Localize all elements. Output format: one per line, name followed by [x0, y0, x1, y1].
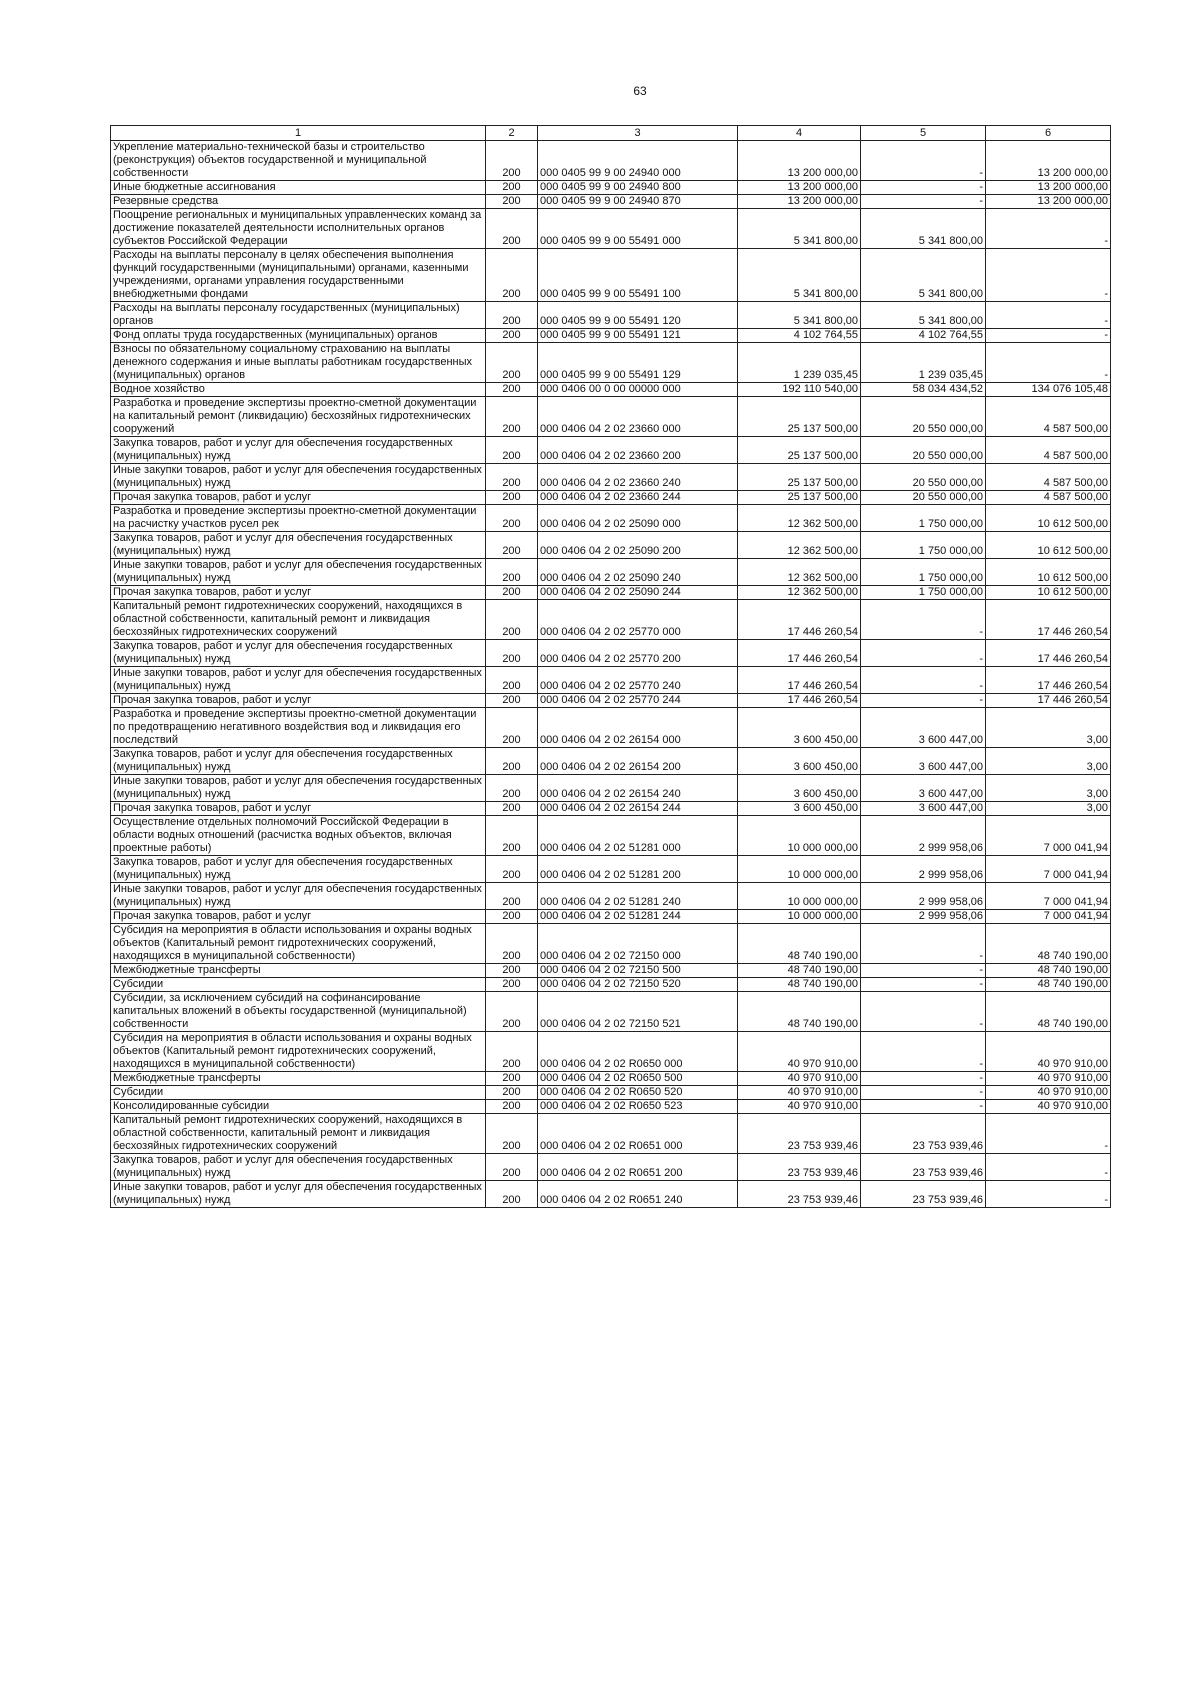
row-amount-cell: 17 446 260,54 [986, 640, 1111, 667]
row-name-cell: Субсидия на мероприятия в области использования и охраны водных объектов (Капитальный ремонт гидротехнических сооружений, находящихся в муниципальной собственности) [111, 1032, 486, 1072]
row-amount-cell: 40 970 910,00 [738, 1086, 861, 1100]
table-row [111, 1154, 1111, 1181]
table-row [111, 181, 1111, 195]
row-amount-cell: 48 740 190,00 [986, 978, 1111, 992]
row-name-cell: Закупка товаров, работ и услуг для обеспечения государственных (муниципальных) нужд [111, 856, 486, 883]
row-code-cell: 000 0406 04 2 02 72150 520 [538, 978, 738, 992]
row-status-cell: 200 [486, 586, 538, 600]
row-amount-cell: 23 753 939,46 [738, 1154, 861, 1181]
row-status-cell: 200 [486, 802, 538, 816]
row-amount-cell: 17 446 260,54 [986, 667, 1111, 694]
table-row [111, 141, 1111, 181]
table-row [111, 1100, 1111, 1114]
row-status-cell: 200 [486, 748, 538, 775]
row-amount-cell: - [861, 964, 986, 978]
row-amount-cell: 12 362 500,00 [738, 532, 861, 559]
row-amount-cell: 48 740 190,00 [986, 924, 1111, 964]
row-amount-cell: 3 600 447,00 [861, 708, 986, 748]
table-row [111, 343, 1111, 383]
row-name-cell: Укрепление материально-технической базы и строительство (реконструкция) объектов государственной и муниципальной собственности [111, 141, 486, 181]
row-name-cell: Прочая закупка товаров, работ и услуг [111, 910, 486, 924]
row-amount-cell: 20 550 000,00 [861, 464, 986, 491]
table-row [111, 1086, 1111, 1100]
row-amount-cell: - [861, 600, 986, 640]
table-row [111, 775, 1111, 802]
row-amount-cell: 12 362 500,00 [738, 559, 861, 586]
row-name-cell: Межбюджетные трансферты [111, 964, 486, 978]
budget-table [110, 125, 1111, 1208]
table-row [111, 992, 1111, 1032]
row-name-cell: Иные закупки товаров, работ и услуг для обеспечения государственных (муниципальных) нужд [111, 464, 486, 491]
row-status-cell: 200 [486, 302, 538, 329]
row-amount-cell: 10 000 000,00 [738, 856, 861, 883]
table-row [111, 708, 1111, 748]
row-amount-cell: - [861, 1072, 986, 1086]
row-code-cell: 000 0405 99 9 00 55491 120 [538, 302, 738, 329]
row-amount-cell: 23 753 939,46 [861, 1154, 986, 1181]
row-code-cell: 000 0406 04 2 02 51281 200 [538, 856, 738, 883]
table-row [111, 694, 1111, 708]
row-amount-cell: 48 740 190,00 [738, 964, 861, 978]
row-code-cell: 000 0406 04 2 02 23660 200 [538, 437, 738, 464]
row-status-cell: 200 [486, 1100, 538, 1114]
row-amount-cell: 10 000 000,00 [738, 910, 861, 924]
row-amount-cell: 12 362 500,00 [738, 586, 861, 600]
row-code-cell: 000 0405 99 9 00 55491 100 [538, 249, 738, 302]
row-amount-cell: - [861, 1032, 986, 1072]
row-status-cell: 200 [486, 141, 538, 181]
row-amount-cell: - [861, 1086, 986, 1100]
row-status-cell: 200 [486, 816, 538, 856]
row-name-cell: Консолидированные субсидии [111, 1100, 486, 1114]
row-name-cell: Взносы по обязательному социальному страхованию на выплаты денежного содержания и иные выплаты работникам государственных (муниципальных) органов [111, 343, 486, 383]
row-amount-cell: 1 750 000,00 [861, 532, 986, 559]
row-code-cell: 000 0406 04 2 02 72150 521 [538, 992, 738, 1032]
row-status-cell: 200 [486, 667, 538, 694]
row-amount-cell: 1 750 000,00 [861, 505, 986, 532]
row-amount-cell: 20 550 000,00 [861, 397, 986, 437]
row-amount-cell: 3 600 447,00 [861, 748, 986, 775]
row-amount-cell: 10 612 500,00 [986, 505, 1111, 532]
row-name-cell: Расходы на выплаты персоналу в целях обеспечения выполнения функций государственными (муниципальными) органами, казенными учреждениями, органами управления государственными внебюджетными фондами [111, 249, 486, 302]
row-amount-cell: 48 740 190,00 [986, 992, 1111, 1032]
table-row [111, 600, 1111, 640]
row-amount-cell: - [986, 1181, 1111, 1208]
row-amount-cell: 17 446 260,54 [986, 694, 1111, 708]
row-name-cell: Осуществление отдельных полномочий Российской Федерации в области водных отношений (расчистка водных объектов, включая проектные работы) [111, 816, 486, 856]
table-row [111, 978, 1111, 992]
row-code-cell: 000 0406 04 2 02 23660 240 [538, 464, 738, 491]
row-name-cell: Межбюджетные трансферты [111, 1072, 486, 1086]
table-row [111, 1114, 1111, 1154]
header-cell-3: 3 [538, 126, 738, 141]
row-code-cell: 000 0406 04 2 02 25770 244 [538, 694, 738, 708]
row-amount-cell: 23 753 939,46 [738, 1181, 861, 1208]
row-code-cell: 000 0406 04 2 02 25090 200 [538, 532, 738, 559]
row-amount-cell: 4 102 764,55 [861, 329, 986, 343]
row-amount-cell: 3 600 447,00 [861, 802, 986, 816]
row-amount-cell: 3 600 450,00 [738, 708, 861, 748]
row-name-cell: Прочая закупка товаров, работ и услуг [111, 491, 486, 505]
row-amount-cell: - [986, 249, 1111, 302]
row-amount-cell: 13 200 000,00 [986, 141, 1111, 181]
row-amount-cell: 58 034 434,52 [861, 383, 986, 397]
row-status-cell: 200 [486, 978, 538, 992]
row-amount-cell: - [986, 343, 1111, 383]
row-status-cell: 200 [486, 924, 538, 964]
table-row [111, 532, 1111, 559]
row-amount-cell: 1 750 000,00 [861, 586, 986, 600]
row-status-cell: 200 [486, 397, 538, 437]
row-amount-cell: 3 600 447,00 [861, 775, 986, 802]
row-code-cell: 000 0406 04 2 02 R0650 520 [538, 1086, 738, 1100]
row-name-cell: Субсидии [111, 978, 486, 992]
row-code-cell: 000 0406 04 2 02 25090 240 [538, 559, 738, 586]
row-amount-cell: 3,00 [986, 802, 1111, 816]
row-code-cell: 000 0406 04 2 02 51281 244 [538, 910, 738, 924]
row-amount-cell: 13 200 000,00 [738, 141, 861, 181]
row-code-cell: 000 0406 04 2 02 72150 500 [538, 964, 738, 978]
row-amount-cell: 17 446 260,54 [738, 694, 861, 708]
table-row [111, 1072, 1111, 1086]
row-code-cell: 000 0406 04 2 02 26154 240 [538, 775, 738, 802]
row-status-cell: 200 [486, 775, 538, 802]
row-name-cell: Иные закупки товаров, работ и услуг для обеспечения государственных (муниципальных) нужд [111, 775, 486, 802]
row-amount-cell: 20 550 000,00 [861, 491, 986, 505]
row-status-cell: 200 [486, 491, 538, 505]
row-status-cell: 200 [486, 1032, 538, 1072]
row-code-cell: 000 0406 04 2 02 25090 000 [538, 505, 738, 532]
row-amount-cell: 17 446 260,54 [738, 600, 861, 640]
row-code-cell: 000 0406 04 2 02 R0650 523 [538, 1100, 738, 1114]
table-row [111, 397, 1111, 437]
row-code-cell: 000 0406 04 2 02 25090 244 [538, 586, 738, 600]
row-code-cell: 000 0406 04 2 02 25770 200 [538, 640, 738, 667]
row-amount-cell: 1 239 035,45 [861, 343, 986, 383]
table-row [111, 383, 1111, 397]
row-name-cell: Капитальный ремонт гидротехнических сооружений, находящихся в областной собственности, капитальный ремонт и ликвидация бесхозяйных гидротехнических сооружений [111, 600, 486, 640]
table-row [111, 856, 1111, 883]
row-amount-cell: 5 341 800,00 [738, 302, 861, 329]
row-status-cell: 200 [486, 437, 538, 464]
table-row [111, 1181, 1111, 1208]
table-row [111, 505, 1111, 532]
row-name-cell: Иные закупки товаров, работ и услуг для обеспечения государственных (муниципальных) нужд [111, 883, 486, 910]
header-row [111, 126, 1111, 141]
row-name-cell: Закупка товаров, работ и услуг для обеспечения государственных (муниципальных) нужд [111, 437, 486, 464]
row-amount-cell: 17 446 260,54 [986, 600, 1111, 640]
row-status-cell: 200 [486, 249, 538, 302]
row-amount-cell: 48 740 190,00 [738, 924, 861, 964]
row-amount-cell: 48 740 190,00 [986, 964, 1111, 978]
row-code-cell: 000 0406 04 2 02 23660 000 [538, 397, 738, 437]
row-name-cell: Субсидия на мероприятия в области использования и охраны водных объектов (Капитальный ремонт гидротехнических сооружений, находящихся в муниципальной собственности) [111, 924, 486, 964]
row-code-cell: 000 0406 04 2 02 51281 000 [538, 816, 738, 856]
row-amount-cell: 40 970 910,00 [986, 1032, 1111, 1072]
row-amount-cell: - [861, 1100, 986, 1114]
row-code-cell: 000 0406 04 2 02 25770 000 [538, 600, 738, 640]
row-amount-cell: 3 600 450,00 [738, 748, 861, 775]
row-amount-cell: 17 446 260,54 [738, 667, 861, 694]
row-name-cell: Закупка товаров, работ и услуг для обеспечения государственных (муниципальных) нужд [111, 748, 486, 775]
row-amount-cell: 10 000 000,00 [738, 883, 861, 910]
row-amount-cell: 7 000 041,94 [986, 910, 1111, 924]
row-amount-cell: 3,00 [986, 775, 1111, 802]
row-status-cell: 200 [486, 640, 538, 667]
table-row [111, 667, 1111, 694]
row-amount-cell: 25 137 500,00 [738, 464, 861, 491]
row-amount-cell: - [986, 302, 1111, 329]
row-name-cell: Разработка и проведение экспертизы проектно-сметной документации по предотвращению негативного воздействия вод и ликвидация его последствий [111, 708, 486, 748]
row-status-cell: 200 [486, 181, 538, 195]
row-amount-cell: 3 600 450,00 [738, 775, 861, 802]
row-name-cell: Закупка товаров, работ и услуг для обеспечения государственных (муниципальных) нужд [111, 640, 486, 667]
row-name-cell: Иные закупки товаров, работ и услуг для обеспечения государственных (муниципальных) нужд [111, 667, 486, 694]
row-name-cell: Закупка товаров, работ и услуг для обеспечения государственных (муниципальных) нужд [111, 532, 486, 559]
row-amount-cell: 4 587 500,00 [986, 437, 1111, 464]
header-cell-4: 4 [738, 126, 861, 141]
row-amount-cell: 17 446 260,54 [738, 640, 861, 667]
row-amount-cell: - [861, 141, 986, 181]
row-name-cell: Субсидии, за исключением субсидий на софинансирование капитальных вложений в объекты государственной (муниципальной) собственности [111, 992, 486, 1032]
table-row [111, 1032, 1111, 1072]
row-amount-cell: 20 550 000,00 [861, 437, 986, 464]
row-amount-cell: 12 362 500,00 [738, 505, 861, 532]
row-code-cell: 000 0406 04 2 02 R0650 000 [538, 1032, 738, 1072]
row-amount-cell: - [986, 209, 1111, 249]
header-cell-6: 6 [986, 126, 1111, 141]
row-amount-cell: 4 587 500,00 [986, 397, 1111, 437]
table-row [111, 249, 1111, 302]
table-row [111, 209, 1111, 249]
row-code-cell: 000 0406 04 2 02 R0651 200 [538, 1154, 738, 1181]
page-number: 63 [633, 84, 647, 98]
row-name-cell: Разработка и проведение экспертизы проектно-сметной документации на расчистку участков русел рек [111, 505, 486, 532]
row-amount-cell: 23 753 939,46 [861, 1114, 986, 1154]
row-amount-cell: 25 137 500,00 [738, 397, 861, 437]
row-name-cell: Капитальный ремонт гидротехнических сооружений, находящихся в областной собственности, капитальный ремонт и ликвидация бесхозяйных гидротехнических сооружений [111, 1114, 486, 1154]
row-amount-cell: 7 000 041,94 [986, 816, 1111, 856]
row-code-cell: 000 0406 04 2 02 R0650 500 [538, 1072, 738, 1086]
row-status-cell: 200 [486, 532, 538, 559]
row-amount-cell: 5 341 800,00 [738, 209, 861, 249]
row-amount-cell: 10 612 500,00 [986, 586, 1111, 600]
row-amount-cell: 25 137 500,00 [738, 437, 861, 464]
row-status-cell: 200 [486, 329, 538, 343]
row-amount-cell: 7 000 041,94 [986, 883, 1111, 910]
row-amount-cell: 4 587 500,00 [986, 464, 1111, 491]
row-status-cell: 200 [486, 992, 538, 1032]
row-code-cell: 000 0406 04 2 02 R0651 000 [538, 1114, 738, 1154]
row-amount-cell: 2 999 958,06 [861, 910, 986, 924]
row-name-cell: Водное хозяйство [111, 383, 486, 397]
table-row [111, 464, 1111, 491]
row-code-cell: 000 0406 04 2 02 25770 240 [538, 667, 738, 694]
row-status-cell: 200 [486, 856, 538, 883]
row-name-cell: Поощрение региональных и муниципальных управленческих команд за достижение показателей деятельности исполнительных органов субъектов Российской Федерации [111, 209, 486, 249]
row-status-cell: 200 [486, 1181, 538, 1208]
row-amount-cell: 40 970 910,00 [986, 1072, 1111, 1086]
row-name-cell: Прочая закупка товаров, работ и услуг [111, 694, 486, 708]
row-amount-cell: 5 341 800,00 [861, 249, 986, 302]
row-code-cell: 000 0406 00 0 00 00000 000 [538, 383, 738, 397]
row-amount-cell: 10 612 500,00 [986, 559, 1111, 586]
row-status-cell: 200 [486, 195, 538, 209]
row-amount-cell: 2 999 958,06 [861, 816, 986, 856]
row-amount-cell: 23 753 939,46 [861, 1181, 986, 1208]
table-body [111, 141, 1111, 1208]
row-amount-cell: - [861, 181, 986, 195]
row-amount-cell: 1 750 000,00 [861, 559, 986, 586]
header-cell-2: 2 [486, 126, 538, 141]
row-amount-cell: 134 076 105,48 [986, 383, 1111, 397]
header-cell-5: 5 [861, 126, 986, 141]
row-amount-cell: 40 970 910,00 [986, 1086, 1111, 1100]
row-name-cell: Расходы на выплаты персоналу государственных (муниципальных) органов [111, 302, 486, 329]
row-amount-cell: 48 740 190,00 [738, 992, 861, 1032]
row-amount-cell: 3 600 450,00 [738, 802, 861, 816]
row-status-cell: 200 [486, 464, 538, 491]
row-name-cell: Иные бюджетные ассигнования [111, 181, 486, 195]
row-amount-cell: - [861, 667, 986, 694]
row-amount-cell: 5 341 800,00 [738, 249, 861, 302]
row-code-cell: 000 0405 99 9 00 24940 800 [538, 181, 738, 195]
row-amount-cell: 5 341 800,00 [861, 302, 986, 329]
row-amount-cell: - [986, 1154, 1111, 1181]
row-amount-cell: 3,00 [986, 708, 1111, 748]
table-row [111, 640, 1111, 667]
table-row [111, 491, 1111, 505]
header-cell-1: 1 [111, 126, 486, 141]
row-amount-cell: 10 612 500,00 [986, 532, 1111, 559]
row-code-cell: 000 0406 04 2 02 23660 244 [538, 491, 738, 505]
row-amount-cell: 23 753 939,46 [738, 1114, 861, 1154]
row-status-cell: 200 [486, 383, 538, 397]
table-row [111, 195, 1111, 209]
row-status-cell: 200 [486, 505, 538, 532]
row-status-cell: 200 [486, 559, 538, 586]
row-name-cell: Прочая закупка товаров, работ и услуг [111, 586, 486, 600]
row-status-cell: 200 [486, 209, 538, 249]
row-code-cell: 000 0406 04 2 02 72150 000 [538, 924, 738, 964]
row-code-cell: 000 0405 99 9 00 24940 870 [538, 195, 738, 209]
table-row [111, 924, 1111, 964]
row-name-cell: Резервные средства [111, 195, 486, 209]
row-amount-cell: - [861, 978, 986, 992]
row-status-cell: 200 [486, 1114, 538, 1154]
row-status-cell: 200 [486, 964, 538, 978]
row-status-cell: 200 [486, 708, 538, 748]
row-code-cell: 000 0406 04 2 02 26154 200 [538, 748, 738, 775]
row-amount-cell: - [861, 992, 986, 1032]
row-status-cell: 200 [486, 1086, 538, 1100]
row-amount-cell: - [986, 329, 1111, 343]
row-code-cell: 000 0405 99 9 00 55491 000 [538, 209, 738, 249]
row-amount-cell: 40 970 910,00 [738, 1032, 861, 1072]
row-code-cell: 000 0405 99 9 00 55491 129 [538, 343, 738, 383]
row-amount-cell: 13 200 000,00 [986, 195, 1111, 209]
row-amount-cell: - [861, 924, 986, 964]
table-row [111, 329, 1111, 343]
row-code-cell: 000 0405 99 9 00 55491 121 [538, 329, 738, 343]
row-amount-cell: 3,00 [986, 748, 1111, 775]
row-code-cell: 000 0406 04 2 02 51281 240 [538, 883, 738, 910]
row-name-cell: Субсидии [111, 1086, 486, 1100]
row-code-cell: 000 0405 99 9 00 24940 000 [538, 141, 738, 181]
row-name-cell: Фонд оплаты труда государственных (муниципальных) органов [111, 329, 486, 343]
row-status-cell: 200 [486, 1154, 538, 1181]
row-name-cell: Закупка товаров, работ и услуг для обеспечения государственных (муниципальных) нужд [111, 1154, 486, 1181]
table-row [111, 559, 1111, 586]
table-row [111, 883, 1111, 910]
row-name-cell: Прочая закупка товаров, работ и услуг [111, 802, 486, 816]
row-amount-cell: 40 970 910,00 [738, 1100, 861, 1114]
row-amount-cell: 10 000 000,00 [738, 816, 861, 856]
row-amount-cell: 7 000 041,94 [986, 856, 1111, 883]
table-row [111, 748, 1111, 775]
row-amount-cell: 25 137 500,00 [738, 491, 861, 505]
row-status-cell: 200 [486, 600, 538, 640]
row-amount-cell: - [861, 195, 986, 209]
row-amount-cell: - [986, 1114, 1111, 1154]
row-status-cell: 200 [486, 694, 538, 708]
table-row [111, 302, 1111, 329]
row-name-cell: Иные закупки товаров, работ и услуг для обеспечения государственных (муниципальных) нужд [111, 559, 486, 586]
table-row [111, 586, 1111, 600]
row-amount-cell: 2 999 958,06 [861, 856, 986, 883]
row-amount-cell: 13 200 000,00 [738, 181, 861, 195]
row-amount-cell: - [861, 694, 986, 708]
row-name-cell: Иные закупки товаров, работ и услуг для обеспечения государственных (муниципальных) нужд [111, 1181, 486, 1208]
table-row [111, 910, 1111, 924]
row-amount-cell: 4 102 764,55 [738, 329, 861, 343]
row-amount-cell: 5 341 800,00 [861, 209, 986, 249]
row-name-cell: Разработка и проведение экспертизы проектно-сметной документации на капитальный ремонт (ликвидацию) бесхозяйных гидротехнических сооружений [111, 397, 486, 437]
row-amount-cell: 48 740 190,00 [738, 978, 861, 992]
row-amount-cell: - [861, 640, 986, 667]
row-code-cell: 000 0406 04 2 02 R0651 240 [538, 1181, 738, 1208]
row-amount-cell: 13 200 000,00 [986, 181, 1111, 195]
table-row [111, 964, 1111, 978]
row-code-cell: 000 0406 04 2 02 26154 244 [538, 802, 738, 816]
table-row [111, 802, 1111, 816]
row-amount-cell: 2 999 958,06 [861, 883, 986, 910]
row-amount-cell: 4 587 500,00 [986, 491, 1111, 505]
row-amount-cell: 40 970 910,00 [738, 1072, 861, 1086]
row-status-cell: 200 [486, 1072, 538, 1086]
row-amount-cell: 192 110 540,00 [738, 383, 861, 397]
row-status-cell: 200 [486, 343, 538, 383]
row-code-cell: 000 0406 04 2 02 26154 000 [538, 708, 738, 748]
row-amount-cell: 1 239 035,45 [738, 343, 861, 383]
row-amount-cell: 13 200 000,00 [738, 195, 861, 209]
row-status-cell: 200 [486, 883, 538, 910]
table-row [111, 816, 1111, 856]
row-status-cell: 200 [486, 910, 538, 924]
table-row [111, 437, 1111, 464]
row-amount-cell: 40 970 910,00 [986, 1100, 1111, 1114]
